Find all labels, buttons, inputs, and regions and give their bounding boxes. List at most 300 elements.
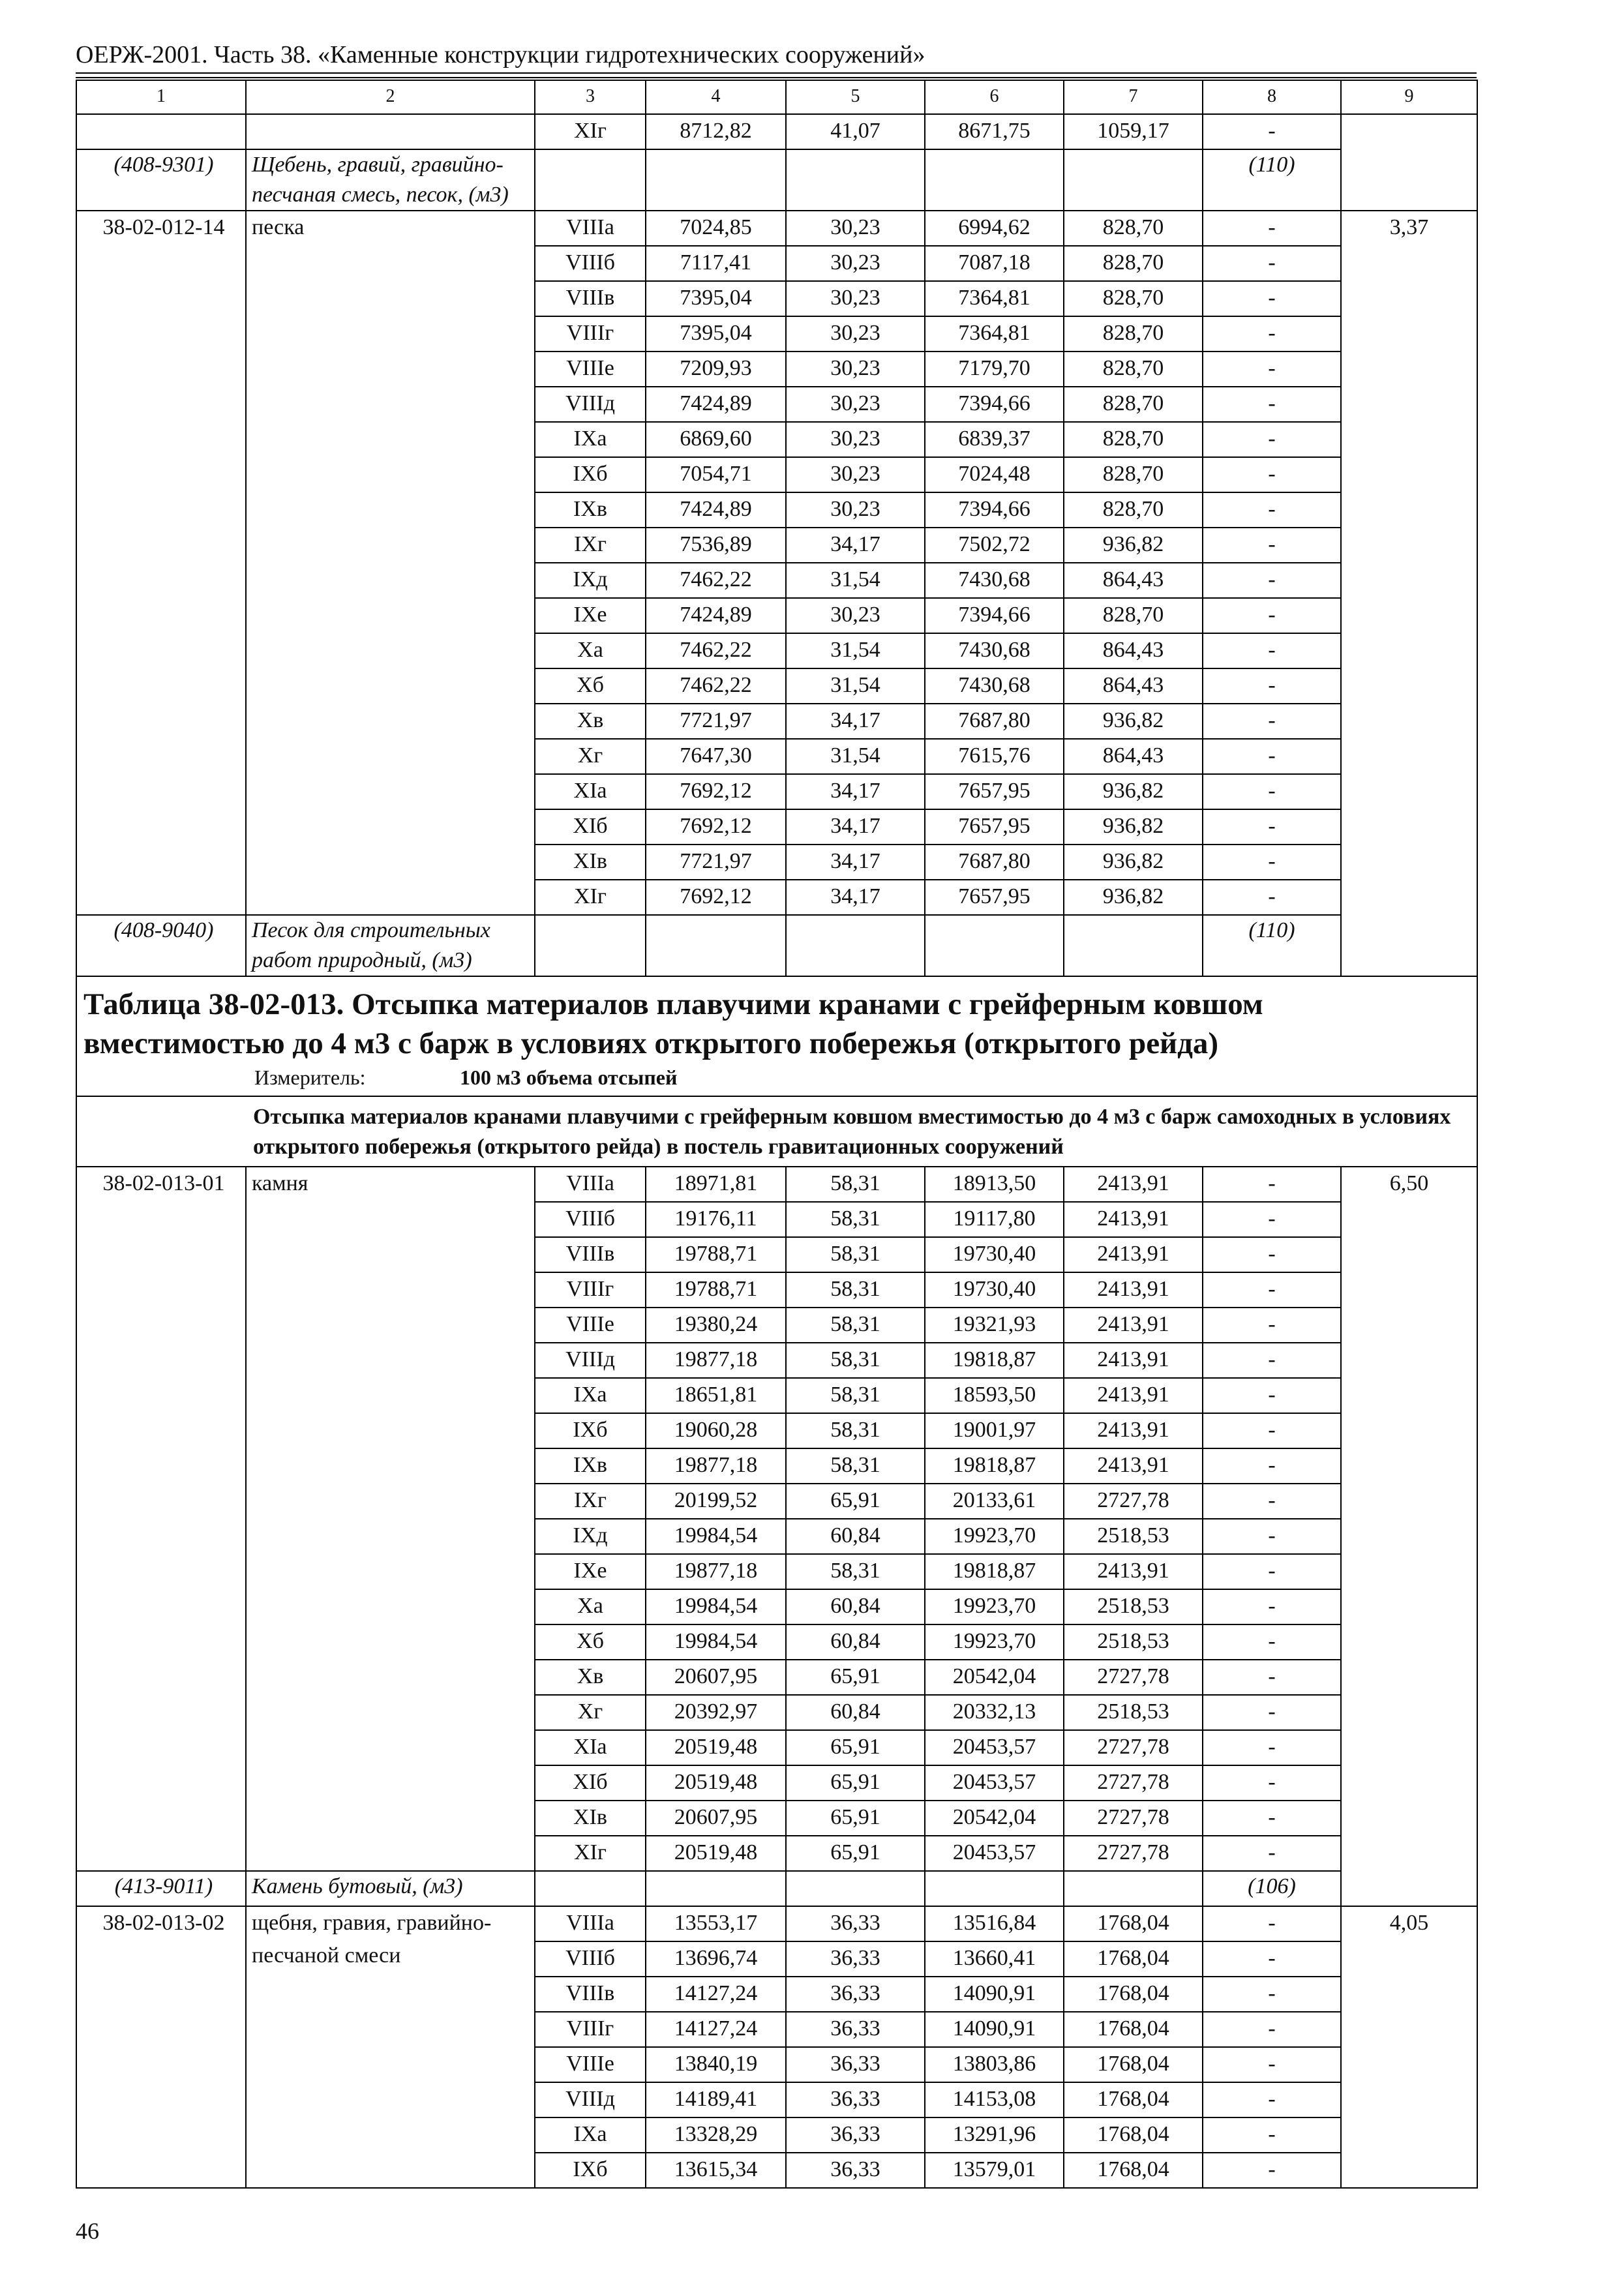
total-cost-cell: 8712,82 xyxy=(646,114,786,149)
materials-cost-cell: - xyxy=(1203,316,1341,352)
machinist-wage-cell: 2413,91 xyxy=(1064,1343,1203,1378)
machinist-wage-cell: 828,70 xyxy=(1064,457,1203,492)
machinist-wage-cell: 2413,91 xyxy=(1064,1237,1203,1272)
materials-cost-cell: - xyxy=(1203,1660,1341,1695)
total-cost-cell: 13840,19 xyxy=(646,2047,786,2082)
machinist-wage-cell: 2413,91 xyxy=(1064,1202,1203,1237)
labor-cost-cell: 65,91 xyxy=(786,1765,925,1801)
table-title: Таблица 38-02-013. Отсыпка материалов плавучими кранами с грейферным ковшом вместимостью до 4 м3 с барж в условиях открытого побережья (открытого рейда) xyxy=(83,987,1263,1060)
materials-cost-cell: - xyxy=(1203,2153,1341,2188)
machine-cost-cell: 19923,70 xyxy=(925,1624,1064,1660)
total-cost-cell: 13553,17 xyxy=(646,1906,786,1941)
total-cost-cell: 7395,04 xyxy=(646,281,786,316)
materials-cost-cell: - xyxy=(1203,598,1341,633)
labor-cost-cell: 30,23 xyxy=(786,457,925,492)
labor-cost-cell: 31,54 xyxy=(786,633,925,668)
machinist-wage-cell: 2413,91 xyxy=(1064,1378,1203,1413)
materials-cost-cell: - xyxy=(1203,668,1341,704)
machinist-wage-cell: 2518,53 xyxy=(1064,1624,1203,1660)
total-cost-cell: 13615,34 xyxy=(646,2153,786,2188)
materials-cost-cell: - xyxy=(1203,1836,1341,1871)
machine-cost-cell: 20332,13 xyxy=(925,1695,1064,1730)
machine-cost-cell: 13803,86 xyxy=(925,2047,1064,2082)
labor-hours-cell: 4,05 xyxy=(1341,1906,1477,2188)
materials-cost-cell: - xyxy=(1203,1343,1341,1378)
total-cost-cell: 20607,95 xyxy=(646,1801,786,1836)
materials-cost-cell: - xyxy=(1203,563,1341,598)
materials-cost-cell: - xyxy=(1203,1801,1341,1836)
machine-cost-cell: 7615,76 xyxy=(925,739,1064,774)
machinist-wage-cell: 2413,91 xyxy=(1064,1308,1203,1343)
machinist-wage-cell: 2727,78 xyxy=(1064,1660,1203,1695)
zone-cell: IXе xyxy=(535,598,646,633)
labor-cost-cell: 58,31 xyxy=(786,1413,925,1448)
labor-cost-cell: 58,31 xyxy=(786,1167,925,1202)
machinist-wage-cell: 1768,04 xyxy=(1064,2117,1203,2153)
resource-quantity: (110) xyxy=(1203,915,1341,976)
zone-cell: IXд xyxy=(535,563,646,598)
zone-cell: VIIIг xyxy=(535,2012,646,2047)
resource-row xyxy=(76,149,1477,211)
machine-cost-cell: 8671,75 xyxy=(925,114,1064,149)
materials-cost-cell: - xyxy=(1203,1413,1341,1448)
machinist-wage-cell: 1768,04 xyxy=(1064,1977,1203,2012)
labor-cost-cell: 31,54 xyxy=(786,739,925,774)
machine-cost-cell: 18913,50 xyxy=(925,1167,1064,1202)
header-rule-double xyxy=(76,77,1477,78)
total-cost-cell: 14189,41 xyxy=(646,2082,786,2117)
materials-cost-cell: - xyxy=(1203,1695,1341,1730)
zone-cell: IXе xyxy=(535,1554,646,1589)
labor-cost-cell: 60,84 xyxy=(786,1589,925,1624)
norm-code: 38-02-012-14 xyxy=(76,211,246,915)
machinist-wage-cell: 828,70 xyxy=(1064,316,1203,352)
zone-cell: Xа xyxy=(535,1589,646,1624)
labor-cost-cell: 36,33 xyxy=(786,1941,925,1977)
machine-cost-cell: 20133,61 xyxy=(925,1484,1064,1519)
machine-cost-cell: 20542,04 xyxy=(925,1660,1064,1695)
zone-cell: XIв xyxy=(535,1801,646,1836)
labor-cost-cell: 65,91 xyxy=(786,1730,925,1765)
materials-cost-cell: - xyxy=(1203,1519,1341,1554)
zone-cell: VIIIд xyxy=(535,1343,646,1378)
column-number-7: 7 xyxy=(1064,80,1203,114)
labor-cost-cell: 58,31 xyxy=(786,1554,925,1589)
zone-cell: Xв xyxy=(535,1660,646,1695)
machinist-wage-cell: 2727,78 xyxy=(1064,1730,1203,1765)
norm-code: 38-02-013-01 xyxy=(76,1167,246,1871)
total-cost-cell: 7424,89 xyxy=(646,492,786,528)
zone-cell: VIIIе xyxy=(535,1308,646,1343)
machine-cost-cell: 14090,91 xyxy=(925,2012,1064,2047)
machine-cost-cell: 19321,93 xyxy=(925,1308,1064,1343)
materials-cost-cell: - xyxy=(1203,457,1341,492)
empty-cell xyxy=(1064,149,1203,211)
machinist-wage-cell: 828,70 xyxy=(1064,246,1203,281)
zone-cell: IXв xyxy=(535,1448,646,1484)
resource-quantity: (106) xyxy=(1203,1871,1341,1906)
empty-cell xyxy=(535,149,646,211)
materials-cost-cell: - xyxy=(1203,1202,1341,1237)
machinist-wage-cell: 2413,91 xyxy=(1064,1413,1203,1448)
labor-cost-cell: 36,33 xyxy=(786,1906,925,1941)
machinist-wage-cell: 936,82 xyxy=(1064,528,1203,563)
zone-cell: XIг xyxy=(535,114,646,149)
materials-cost-cell: - xyxy=(1203,1554,1341,1589)
machinist-wage-cell: 864,43 xyxy=(1064,668,1203,704)
zone-cell: XIа xyxy=(535,1730,646,1765)
page-number: 46 xyxy=(76,2218,99,2244)
zone-cell: VIIIе xyxy=(535,352,646,387)
norm-name: щебня, гравия, гравийно-песчаной смеси xyxy=(246,1906,535,2188)
total-cost-cell: 18651,81 xyxy=(646,1378,786,1413)
empty-cell xyxy=(646,915,786,976)
machinist-wage-cell: 2727,78 xyxy=(1064,1801,1203,1836)
total-cost-cell: 19060,28 xyxy=(646,1413,786,1448)
total-cost-cell: 20519,48 xyxy=(646,1730,786,1765)
machinist-wage-cell: 1768,04 xyxy=(1064,1941,1203,1977)
total-cost-cell: 7054,71 xyxy=(646,457,786,492)
norm-name: камня xyxy=(246,1167,535,1871)
labor-cost-cell: 65,91 xyxy=(786,1836,925,1871)
machine-cost-cell: 19001,97 xyxy=(925,1413,1064,1448)
machinist-wage-cell: 936,82 xyxy=(1064,880,1203,915)
machine-cost-cell: 7657,95 xyxy=(925,809,1064,845)
zone-cell: VIIIе xyxy=(535,2047,646,2082)
empty-cell xyxy=(1064,915,1203,976)
total-cost-cell: 7692,12 xyxy=(646,809,786,845)
zone-cell: XIг xyxy=(535,1836,646,1871)
machine-cost-cell: 7179,70 xyxy=(925,352,1064,387)
zone-cell: IXб xyxy=(535,1413,646,1448)
column-number-row xyxy=(76,80,1477,114)
machine-cost-cell: 14153,08 xyxy=(925,2082,1064,2117)
labor-cost-cell: 36,33 xyxy=(786,2117,925,2153)
column-number-2: 2 xyxy=(246,80,535,114)
materials-cost-cell: - xyxy=(1203,2117,1341,2153)
total-cost-cell: 14127,24 xyxy=(646,2012,786,2047)
total-cost-cell: 19877,18 xyxy=(646,1343,786,1378)
machinist-wage-cell: 2413,91 xyxy=(1064,1167,1203,1202)
column-number-6: 6 xyxy=(925,80,1064,114)
materials-cost-cell: - xyxy=(1203,1589,1341,1624)
norm-row xyxy=(76,1167,1477,1202)
materials-cost-cell: - xyxy=(1203,1308,1341,1343)
resource-quantity: (110) xyxy=(1203,149,1341,211)
machinist-wage-cell: 828,70 xyxy=(1064,387,1203,422)
total-cost-cell: 19176,11 xyxy=(646,1202,786,1237)
labor-cost-cell: 34,17 xyxy=(786,880,925,915)
materials-cost-cell: - xyxy=(1203,1906,1341,1941)
machine-cost-cell: 6994,62 xyxy=(925,211,1064,246)
machine-cost-cell: 13291,96 xyxy=(925,2117,1064,2153)
labor-cost-cell: 41,07 xyxy=(786,114,925,149)
materials-cost-cell: - xyxy=(1203,880,1341,915)
zone-cell: Xб xyxy=(535,1624,646,1660)
materials-cost-cell: - xyxy=(1203,387,1341,422)
machine-cost-cell: 13516,84 xyxy=(925,1906,1064,1941)
total-cost-cell: 14127,24 xyxy=(646,1977,786,2012)
resource-name: Щебень, гравий, гравийно-песчаная смесь, песок, (м3) xyxy=(246,149,535,211)
total-cost-cell: 7117,41 xyxy=(646,246,786,281)
total-cost-cell: 7721,97 xyxy=(646,704,786,739)
machine-cost-cell: 19730,40 xyxy=(925,1237,1064,1272)
materials-cost-cell: - xyxy=(1203,528,1341,563)
machinist-wage-cell: 2518,53 xyxy=(1064,1589,1203,1624)
materials-cost-cell: - xyxy=(1203,246,1341,281)
materials-cost-cell: - xyxy=(1203,774,1341,809)
total-cost-cell: 7462,22 xyxy=(646,633,786,668)
resource-code: (413-9011) xyxy=(76,1871,246,1906)
zone-cell: VIIIв xyxy=(535,281,646,316)
materials-cost-cell: - xyxy=(1203,2047,1341,2082)
labor-cost-cell: 36,33 xyxy=(786,2012,925,2047)
machinist-wage-cell: 2727,78 xyxy=(1064,1836,1203,1871)
total-cost-cell: 7024,85 xyxy=(646,211,786,246)
machine-cost-cell: 20542,04 xyxy=(925,1801,1064,1836)
zone-cell: VIIIб xyxy=(535,246,646,281)
zone-cell: IXб xyxy=(535,457,646,492)
machine-cost-cell: 7394,66 xyxy=(925,387,1064,422)
resource-row xyxy=(76,1871,1477,1906)
total-cost-cell: 7209,93 xyxy=(646,352,786,387)
total-cost-cell: 20519,48 xyxy=(646,1836,786,1871)
total-cost-cell: 7721,97 xyxy=(646,845,786,880)
labor-cost-cell: 30,23 xyxy=(786,598,925,633)
estimate-table xyxy=(76,80,1478,2189)
labor-cost-cell: 31,54 xyxy=(786,668,925,704)
total-cost-cell: 7424,89 xyxy=(646,387,786,422)
zone-cell: Xг xyxy=(535,739,646,774)
materials-cost-cell: - xyxy=(1203,739,1341,774)
machinist-wage-cell: 2727,78 xyxy=(1064,1484,1203,1519)
norm-row xyxy=(76,211,1477,246)
total-cost-cell: 19877,18 xyxy=(646,1554,786,1589)
machine-cost-cell: 20453,57 xyxy=(925,1836,1064,1871)
column-number-3: 3 xyxy=(535,80,646,114)
labor-cost-cell: 60,84 xyxy=(786,1624,925,1660)
machine-cost-cell: 7394,66 xyxy=(925,598,1064,633)
materials-cost-cell: - xyxy=(1203,1484,1341,1519)
labor-cost-cell: 30,23 xyxy=(786,211,925,246)
labor-cost-cell: 34,17 xyxy=(786,528,925,563)
materials-cost-cell: - xyxy=(1203,845,1341,880)
materials-cost-cell: - xyxy=(1203,281,1341,316)
materials-cost-cell: - xyxy=(1203,1237,1341,1272)
empty-cell xyxy=(646,1871,786,1906)
zone-cell: IXд xyxy=(535,1519,646,1554)
total-cost-cell: 20199,52 xyxy=(646,1484,786,1519)
machinist-wage-cell: 936,82 xyxy=(1064,845,1203,880)
machinist-wage-cell: 864,43 xyxy=(1064,633,1203,668)
labor-cost-cell: 30,23 xyxy=(786,422,925,457)
norm-name: песка xyxy=(246,211,535,915)
total-cost-cell: 7692,12 xyxy=(646,774,786,809)
column-number-5: 5 xyxy=(786,80,925,114)
zone-cell: XIб xyxy=(535,809,646,845)
materials-cost-cell: - xyxy=(1203,1730,1341,1765)
labor-hours-cell: 6,50 xyxy=(1341,1167,1477,1906)
machinist-wage-cell: 864,43 xyxy=(1064,563,1203,598)
zone-cell: VIIIа xyxy=(535,1167,646,1202)
empty-cell xyxy=(786,1871,925,1906)
machine-cost-cell: 7687,80 xyxy=(925,704,1064,739)
norm-name xyxy=(246,114,535,149)
column-number-1: 1 xyxy=(76,80,246,114)
column-number-8: 8 xyxy=(1203,80,1341,114)
total-cost-cell: 7692,12 xyxy=(646,880,786,915)
materials-cost-cell: - xyxy=(1203,1765,1341,1801)
total-cost-cell: 7424,89 xyxy=(646,598,786,633)
labor-cost-cell: 30,23 xyxy=(786,246,925,281)
materials-cost-cell: - xyxy=(1203,1167,1341,1202)
machine-cost-cell: 19923,70 xyxy=(925,1589,1064,1624)
machinist-wage-cell: 1768,04 xyxy=(1064,2153,1203,2188)
machine-cost-cell: 19923,70 xyxy=(925,1519,1064,1554)
machine-cost-cell: 7087,18 xyxy=(925,246,1064,281)
empty-cell xyxy=(786,149,925,211)
machinist-wage-cell: 828,70 xyxy=(1064,352,1203,387)
resource-name: Песок для строительных работ природный, (м3) xyxy=(246,915,535,976)
zone-cell: IXг xyxy=(535,1484,646,1519)
materials-cost-cell: - xyxy=(1203,1624,1341,1660)
machinist-wage-cell: 828,70 xyxy=(1064,598,1203,633)
measure-value: 100 м3 объема отсыпей xyxy=(460,1066,678,1089)
total-cost-cell: 13328,29 xyxy=(646,2117,786,2153)
document-header: ОЕРЖ-2001. Часть 38. «Каменные конструкции гидротехнических сооружений» xyxy=(76,41,925,68)
zone-cell: Xб xyxy=(535,668,646,704)
zone-cell: Xг xyxy=(535,1695,646,1730)
materials-cost-cell: - xyxy=(1203,1977,1341,2012)
machine-cost-cell: 14090,91 xyxy=(925,1977,1064,2012)
resource-row xyxy=(76,915,1477,976)
labor-cost-cell: 58,31 xyxy=(786,1343,925,1378)
machine-cost-cell: 19818,87 xyxy=(925,1448,1064,1484)
empty-cell xyxy=(925,915,1064,976)
machine-cost-cell: 7364,81 xyxy=(925,316,1064,352)
section-subheading: Отсыпка материалов кранами плавучими с грейферным ковшом вместимостью до 4 м3 с барж самоходных в условиях открытого побережья (открытого рейда) в постель гравитационных сооружений xyxy=(76,1096,1477,1167)
machine-cost-cell: 7024,48 xyxy=(925,457,1064,492)
zone-cell: IXа xyxy=(535,1378,646,1413)
labor-cost-cell: 36,33 xyxy=(786,1977,925,2012)
machinist-wage-cell: 828,70 xyxy=(1064,492,1203,528)
machinist-wage-cell: 1768,04 xyxy=(1064,2082,1203,2117)
labor-cost-cell: 58,31 xyxy=(786,1378,925,1413)
materials-cost-cell: - xyxy=(1203,2082,1341,2117)
machine-cost-cell: 19818,87 xyxy=(925,1343,1064,1378)
machine-cost-cell: 6839,37 xyxy=(925,422,1064,457)
empty-cell xyxy=(1064,1871,1203,1906)
labor-cost-cell: 34,17 xyxy=(786,809,925,845)
column-number-4: 4 xyxy=(646,80,786,114)
machine-cost-cell: 7430,68 xyxy=(925,563,1064,598)
labor-cost-cell: 58,31 xyxy=(786,1308,925,1343)
empty-cell xyxy=(925,149,1064,211)
labor-hours-cell xyxy=(1341,114,1477,211)
labor-cost-cell: 65,91 xyxy=(786,1801,925,1836)
materials-cost-cell: - xyxy=(1203,1941,1341,1977)
labor-cost-cell: 34,17 xyxy=(786,845,925,880)
machine-cost-cell: 7657,95 xyxy=(925,774,1064,809)
total-cost-cell: 19984,54 xyxy=(646,1589,786,1624)
labor-cost-cell: 30,23 xyxy=(786,316,925,352)
labor-cost-cell: 30,23 xyxy=(786,281,925,316)
machinist-wage-cell: 2413,91 xyxy=(1064,1554,1203,1589)
materials-cost-cell: - xyxy=(1203,633,1341,668)
machinist-wage-cell: 1768,04 xyxy=(1064,1906,1203,1941)
labor-cost-cell: 58,31 xyxy=(786,1448,925,1484)
machine-cost-cell: 13660,41 xyxy=(925,1941,1064,1977)
norm-row xyxy=(76,1906,1477,1941)
machine-cost-cell: 7657,95 xyxy=(925,880,1064,915)
total-cost-cell: 7395,04 xyxy=(646,316,786,352)
zone-cell: VIIIв xyxy=(535,1977,646,2012)
materials-cost-cell: - xyxy=(1203,1448,1341,1484)
total-cost-cell: 19380,24 xyxy=(646,1308,786,1343)
machine-cost-cell: 7687,80 xyxy=(925,845,1064,880)
labor-cost-cell: 60,84 xyxy=(786,1695,925,1730)
labor-cost-cell: 30,23 xyxy=(786,492,925,528)
zone-cell: VIIIа xyxy=(535,211,646,246)
machine-cost-cell: 7502,72 xyxy=(925,528,1064,563)
total-cost-cell: 7462,22 xyxy=(646,563,786,598)
empty-cell xyxy=(925,1871,1064,1906)
machine-cost-cell: 19730,40 xyxy=(925,1272,1064,1308)
materials-cost-cell: - xyxy=(1203,809,1341,845)
zone-cell: VIIIб xyxy=(535,1202,646,1237)
zone-cell: VIIIв xyxy=(535,1237,646,1272)
total-cost-cell: 13696,74 xyxy=(646,1941,786,1977)
materials-cost-cell: - xyxy=(1203,422,1341,457)
norm-code xyxy=(76,114,246,149)
labor-cost-cell: 58,31 xyxy=(786,1202,925,1237)
zone-cell: XIв xyxy=(535,845,646,880)
machinist-wage-cell: 828,70 xyxy=(1064,211,1203,246)
labor-cost-cell: 30,23 xyxy=(786,387,925,422)
machine-cost-cell: 18593,50 xyxy=(925,1378,1064,1413)
total-cost-cell: 19984,54 xyxy=(646,1519,786,1554)
labor-cost-cell: 36,33 xyxy=(786,2047,925,2082)
machinist-wage-cell: 1768,04 xyxy=(1064,2012,1203,2047)
resource-code: (408-9040) xyxy=(76,915,246,976)
total-cost-cell: 19984,54 xyxy=(646,1624,786,1660)
zone-cell: XIг xyxy=(535,880,646,915)
zone-cell: VIIIг xyxy=(535,1272,646,1308)
zone-cell: VIIIд xyxy=(535,387,646,422)
machinist-wage-cell: 2413,91 xyxy=(1064,1448,1203,1484)
machinist-wage-cell: 936,82 xyxy=(1064,704,1203,739)
machinist-wage-cell: 2413,91 xyxy=(1064,1272,1203,1308)
machinist-wage-cell: 828,70 xyxy=(1064,422,1203,457)
zone-cell: VIIIд xyxy=(535,2082,646,2117)
labor-cost-cell: 65,91 xyxy=(786,1660,925,1695)
total-cost-cell: 19788,71 xyxy=(646,1272,786,1308)
subheading-row xyxy=(76,1096,1477,1167)
measure-line xyxy=(83,1063,1470,1092)
zone-cell: IXа xyxy=(535,2117,646,2153)
materials-cost-cell: - xyxy=(1203,114,1341,149)
materials-cost-cell: - xyxy=(1203,211,1341,246)
materials-cost-cell: - xyxy=(1203,492,1341,528)
machinist-wage-cell: 1768,04 xyxy=(1064,2047,1203,2082)
machine-cost-cell: 7430,68 xyxy=(925,668,1064,704)
labor-cost-cell: 34,17 xyxy=(786,704,925,739)
total-cost-cell: 18971,81 xyxy=(646,1167,786,1202)
machinist-wage-cell: 1059,17 xyxy=(1064,114,1203,149)
labor-cost-cell: 34,17 xyxy=(786,774,925,809)
materials-cost-cell: - xyxy=(1203,352,1341,387)
zone-cell: VIIIб xyxy=(535,1941,646,1977)
